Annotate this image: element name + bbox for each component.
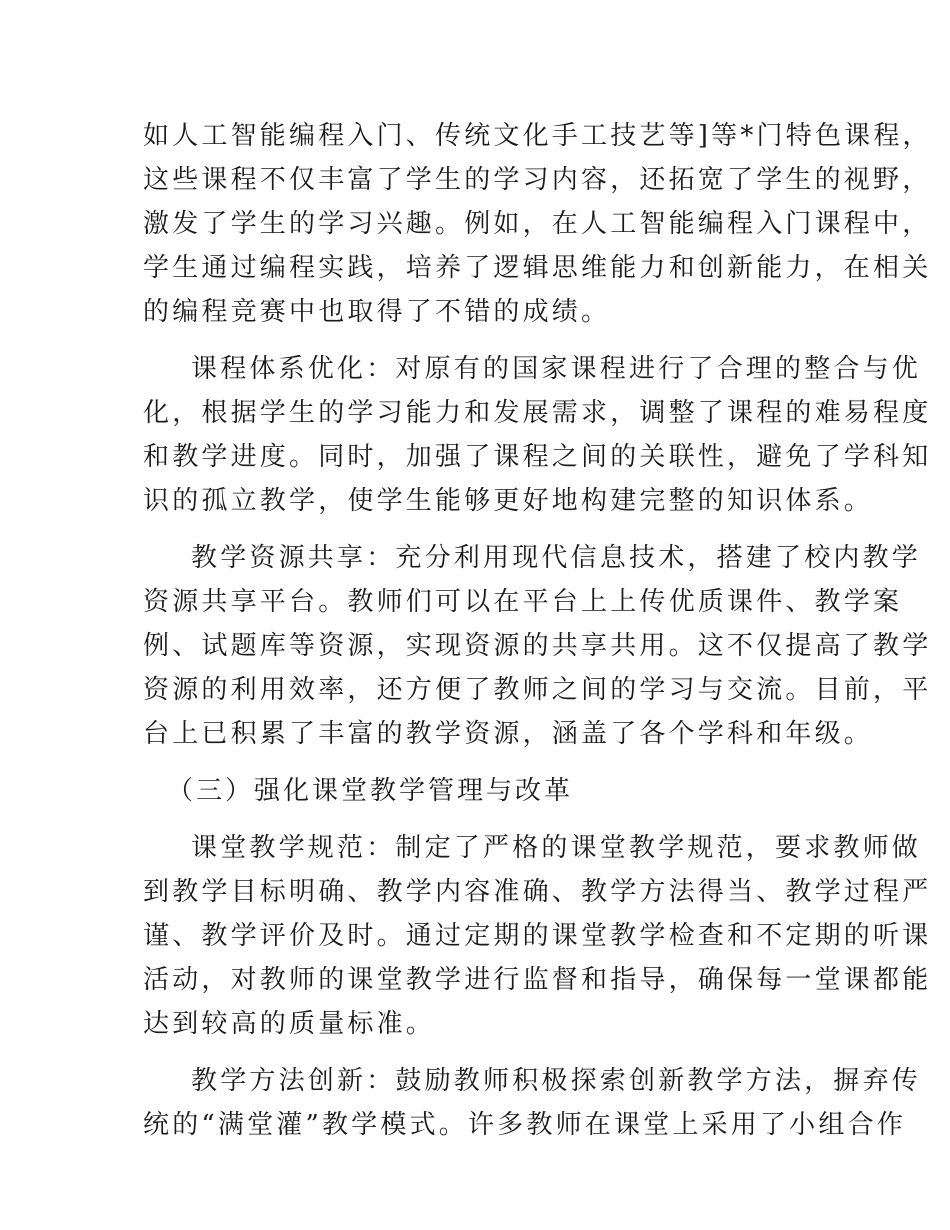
paragraph-4-line-5: 达到较高的质量标准。 [143, 1009, 436, 1039]
paragraph-3-line-2: 资源共享平台。教师们可以在平台上上传优质课件、教学案 [143, 587, 903, 617]
paragraph-4-line-3: 谨、教学评价及时。通过定期的课堂教学检查和不定期的听课 [143, 921, 932, 951]
paragraph-3-line-1: 教学资源共享：充分利用现代信息技术，搭建了校内教学 [191, 543, 922, 573]
paragraph-5-line-2: 统的“满堂灌”教学模式。许多教师在课堂上采用了小组合作 [143, 1110, 906, 1140]
paragraph-3-line-4: 资源的利用效率，还方便了教师之间的学习与交流。目前，平 [143, 675, 932, 705]
paragraph-2-line-2: 化，根据学生的学习能力和发展需求，调整了课程的难易程度 [143, 398, 932, 428]
paragraph-2-line-4: 识的孤立教学，使学生能够更好地构建完整的知识体系。 [143, 486, 874, 516]
paragraph-2-line-1: 课程体系优化：对原有的国家课程进行了合理的整合与优 [191, 354, 922, 384]
paragraph-4-line-2: 到教学目标明确、教学内容准确、教学方法得当、教学过程严 [143, 877, 932, 907]
paragraph-1-line-5: 的编程竞赛中也取得了不错的成绩。 [143, 297, 611, 327]
paragraph-4-line-4: 活动，对教师的课堂教学进行监督和指导，确保每一堂课都能 [143, 965, 932, 995]
paragraph-2-line-3: 和教学进度。同时，加强了课程之间的关联性，避免了学科知 [143, 442, 932, 472]
paragraph-3-line-3: 例、试题库等资源，实现资源的共享共用。这不仅提高了教学 [143, 631, 932, 661]
paragraph-1-line-4: 学生通过编程实践，培养了逻辑思维能力和创新能力，在相关 [143, 253, 932, 283]
paragraph-1-line-1: 如人工智能编程入门、传统文化手工技艺等]等*门特色课程， [143, 121, 932, 151]
paragraph-5-line-1: 教学方法创新：鼓励教师积极探索创新教学方法，摒弃传 [191, 1066, 922, 1096]
paragraph-3-line-5: 台上已积累了丰富的教学资源，涵盖了各个学科和年级。 [143, 719, 874, 749]
paragraph-1-line-2: 这些课程不仅丰富了学生的学习内容，还拓宽了学生的视野， [143, 165, 932, 195]
paragraph-4-line-1: 课堂教学规范：制定了严格的课堂教学规范，要求教师做 [191, 833, 922, 863]
paragraph-1-line-3: 激发了学生的学习兴趣。例如，在人工智能编程入门课程中， [143, 209, 932, 239]
section-heading: （三）强化课堂教学管理与改革 [167, 776, 574, 806]
